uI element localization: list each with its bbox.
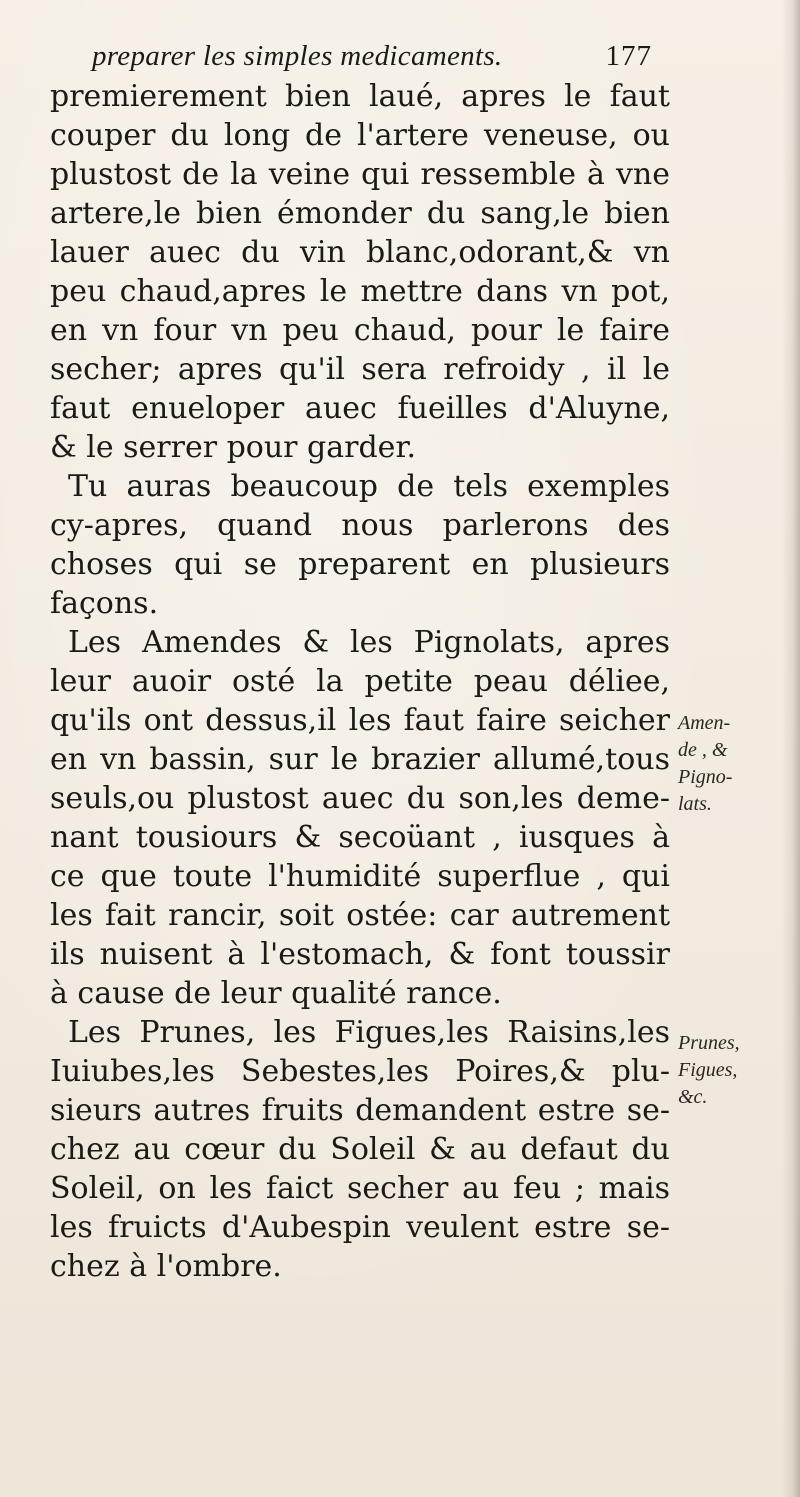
text-line: faut enueloper auec fueilles d'Aluyne, — [50, 391, 670, 426]
margin-note-line: Figues, — [678, 1059, 738, 1081]
text-line: chez à l'ombre. — [50, 1249, 282, 1284]
margin-note-line: lats. — [678, 793, 712, 815]
text-line: lauer auec du vin blanc,odorant,& vn — [50, 235, 670, 270]
text-line: Tu auras beaucoup de tels exemples — [68, 469, 670, 504]
text-line: premierement bien laué, apres le faut — [50, 79, 670, 114]
text-line: les fait rancir, soit ostée: car autrement — [50, 898, 670, 933]
margin-note-prunes — [678, 1030, 740, 1111]
margin-note-amendes — [678, 710, 732, 818]
text-line: secher; apres qu'il sera refroidy , il le — [50, 352, 670, 387]
margin-note-line: de , & — [678, 739, 728, 761]
text-line: couper du long de l'artere veneuse, ou — [50, 118, 670, 153]
text-line: seuls,ou plustost auec du son,les deme- — [50, 781, 670, 816]
running-head — [92, 40, 652, 80]
text-line: ce que toute l'humidité superflue , qui — [50, 859, 670, 894]
text-line: qu'ils ont dessus,il les faut faire seicher — [50, 703, 670, 738]
text-line: en vn bassin, sur le brazier allumé,tous — [50, 742, 670, 777]
text-line: Iuiubes,les Sebestes,les Poires,& plu- — [50, 1054, 670, 1089]
text-line: choses qui se preparent en plusieurs — [50, 547, 670, 582]
text-line: en vn four vn peu chaud, pour le faire — [50, 313, 670, 348]
text-line: plustost de la veine qui ressemble à vne — [50, 157, 670, 192]
text-line: Soleil, on les faict secher au feu ; mais — [50, 1171, 670, 1206]
text-line: ils nuisent à l'estomach, & font toussir — [50, 937, 670, 972]
text-line: cy-apres, quand nous parlerons des — [50, 508, 670, 543]
text-line: chez au cœur du Soleil & au defaut du — [50, 1132, 670, 1167]
text-line: leur auoir osté la petite peau déliee, — [50, 664, 670, 699]
page-number: 177 — [605, 40, 652, 72]
text-line: façons. — [50, 586, 159, 621]
text-line: Les Prunes, les Figues,les Raisins,les — [68, 1015, 670, 1050]
text-line: les fruicts d'Aubespin veulent estre se- — [50, 1210, 670, 1245]
text-line: nant tousiours & secoüant , iusques à — [50, 820, 670, 855]
text-line: & le serrer pour garder. — [50, 430, 417, 465]
margin-note-line: Amen- — [678, 712, 731, 734]
margin-note-line: Prunes, — [678, 1032, 740, 1054]
body-text — [50, 77, 670, 1286]
text-line: à cause de leur qualité rance. — [50, 976, 502, 1011]
running-head-title: preparer les simples medicaments. — [92, 40, 503, 72]
page-edge-shadow — [782, 0, 800, 1497]
text-line: sieurs autres fruits demandent estre se- — [50, 1093, 670, 1128]
text-line: artere,le bien émonder du sang,le bien — [50, 196, 670, 231]
text-line: Les Amendes & les Pignolats, apres — [68, 625, 670, 660]
margin-note-line: &c. — [678, 1086, 708, 1108]
text-line: peu chaud,apres le mettre dans vn pot, — [50, 274, 670, 309]
margin-note-line: Pigno- — [678, 766, 733, 788]
